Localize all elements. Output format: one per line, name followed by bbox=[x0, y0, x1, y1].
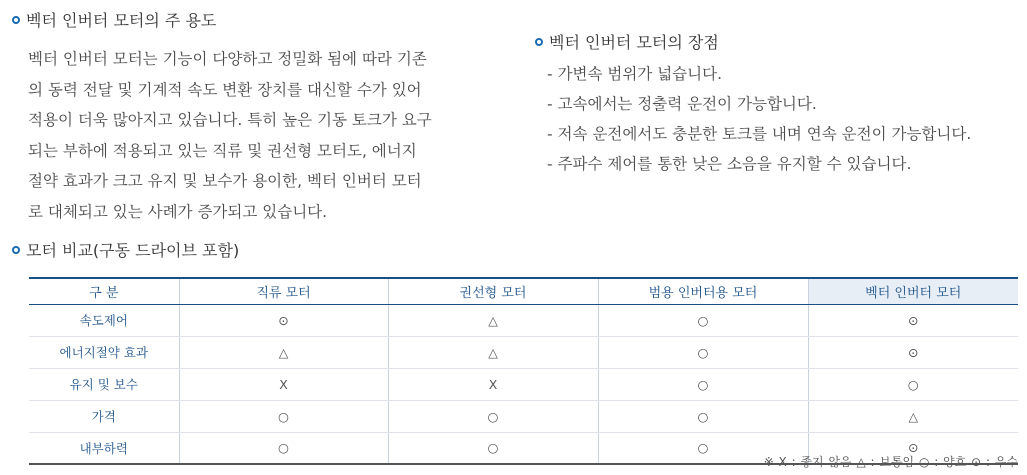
rating-cell: ⊙ bbox=[179, 304, 388, 336]
usage-paragraph bbox=[28, 44, 478, 227]
table-row bbox=[29, 336, 1018, 368]
column-header: 구 분 bbox=[29, 278, 179, 304]
rating-cell: ⊙ bbox=[808, 336, 1018, 368]
advantages-heading bbox=[535, 30, 719, 53]
rating-cell: ○ bbox=[598, 336, 808, 368]
advantages-heading-text: 벡터 인버터 모터의 장점 bbox=[549, 33, 719, 52]
motor-comparison-table bbox=[29, 277, 1018, 465]
rating-cell: △ bbox=[388, 336, 598, 368]
rating-cell: ○ bbox=[388, 400, 598, 432]
row-label: 에너지절약 효과 bbox=[29, 336, 179, 368]
row-label: 속도제어 bbox=[29, 304, 179, 336]
bullet-ring-icon bbox=[535, 38, 543, 46]
row-label: 유지 및 보수 bbox=[29, 368, 179, 400]
usage-line: 의 동력 전달 및 기계적 속도 변환 장치를 대신할 수가 있어 bbox=[28, 80, 422, 99]
table-row bbox=[29, 304, 1018, 336]
row-label: 내부하력 bbox=[29, 432, 179, 464]
row-label: 가격 bbox=[29, 400, 179, 432]
rating-cell: X bbox=[388, 368, 598, 400]
advantage-item: - 가변속 범위가 넓습니다. bbox=[547, 65, 723, 83]
rating-cell: △ bbox=[808, 400, 1018, 432]
rating-cell: ○ bbox=[388, 432, 598, 464]
rating-legend: ※ X : 좋지 않음 △ : 보통임 ○ : 양호 ⊙ : 우수 bbox=[763, 455, 1018, 469]
rating-cell: ○ bbox=[598, 368, 808, 400]
advantage-item: - 고속에서는 정출력 운전이 가능합니다. bbox=[547, 95, 817, 113]
usage-line: 절약 효과가 크고 유지 및 보수가 용이한, 벡터 인버터 모터 bbox=[28, 172, 422, 190]
table-header-row bbox=[29, 278, 1018, 304]
usage-line: 벡터 인버터 모터는 기능이 다양하고 정밀화 됨에 따라 기존 bbox=[28, 50, 427, 68]
usage-heading bbox=[12, 8, 216, 31]
column-header: 범용 인버터용 모터 bbox=[598, 278, 808, 304]
rating-cell: ⊙ bbox=[808, 432, 1018, 464]
usage-heading-text: 벡터 인버터 모터의 주 용도 bbox=[26, 11, 217, 30]
comparison-heading bbox=[12, 238, 239, 261]
usage-line: 되는 부하에 적용되고 있는 직류 및 권선형 모터도, 에너지 bbox=[28, 141, 417, 160]
rating-cell: ○ bbox=[598, 304, 808, 336]
rating-cell: ○ bbox=[179, 432, 388, 464]
column-header: 권선형 모터 bbox=[388, 278, 598, 304]
rating-cell: ○ bbox=[808, 368, 1018, 400]
bullet-ring-icon bbox=[12, 16, 20, 24]
rating-cell: △ bbox=[179, 336, 388, 368]
advantages-list bbox=[547, 59, 971, 179]
rating-cell: ⊙ bbox=[808, 304, 1018, 336]
rating-cell: ○ bbox=[598, 432, 808, 464]
usage-line: 로 대체되고 있는 사례가 증가되고 있습니다. bbox=[28, 202, 328, 221]
bullet-ring-icon bbox=[12, 246, 20, 254]
column-header-highlighted: 벡터 인버터 모터 bbox=[808, 278, 1018, 304]
column-header: 직류 모터 bbox=[179, 278, 388, 304]
comparison-heading-text: 모터 비교(구동 드라이브 포함) bbox=[26, 241, 240, 260]
table-row bbox=[29, 368, 1018, 400]
rating-cell: X bbox=[179, 368, 388, 400]
rating-cell: △ bbox=[388, 304, 598, 336]
rating-cell: ○ bbox=[598, 400, 808, 432]
table-row bbox=[29, 400, 1018, 432]
advantage-item: - 주파수 제어를 통한 낮은 소음을 유지할 수 있습니다. bbox=[547, 155, 912, 173]
rating-cell: ○ bbox=[179, 400, 388, 432]
advantage-item: - 저속 운전에서도 충분한 토크를 내며 연속 운전이 가능합니다. bbox=[547, 125, 972, 143]
usage-line: 적용이 더욱 많아지고 있습니다. 특히 높은 기동 토크가 요구 bbox=[28, 111, 432, 129]
